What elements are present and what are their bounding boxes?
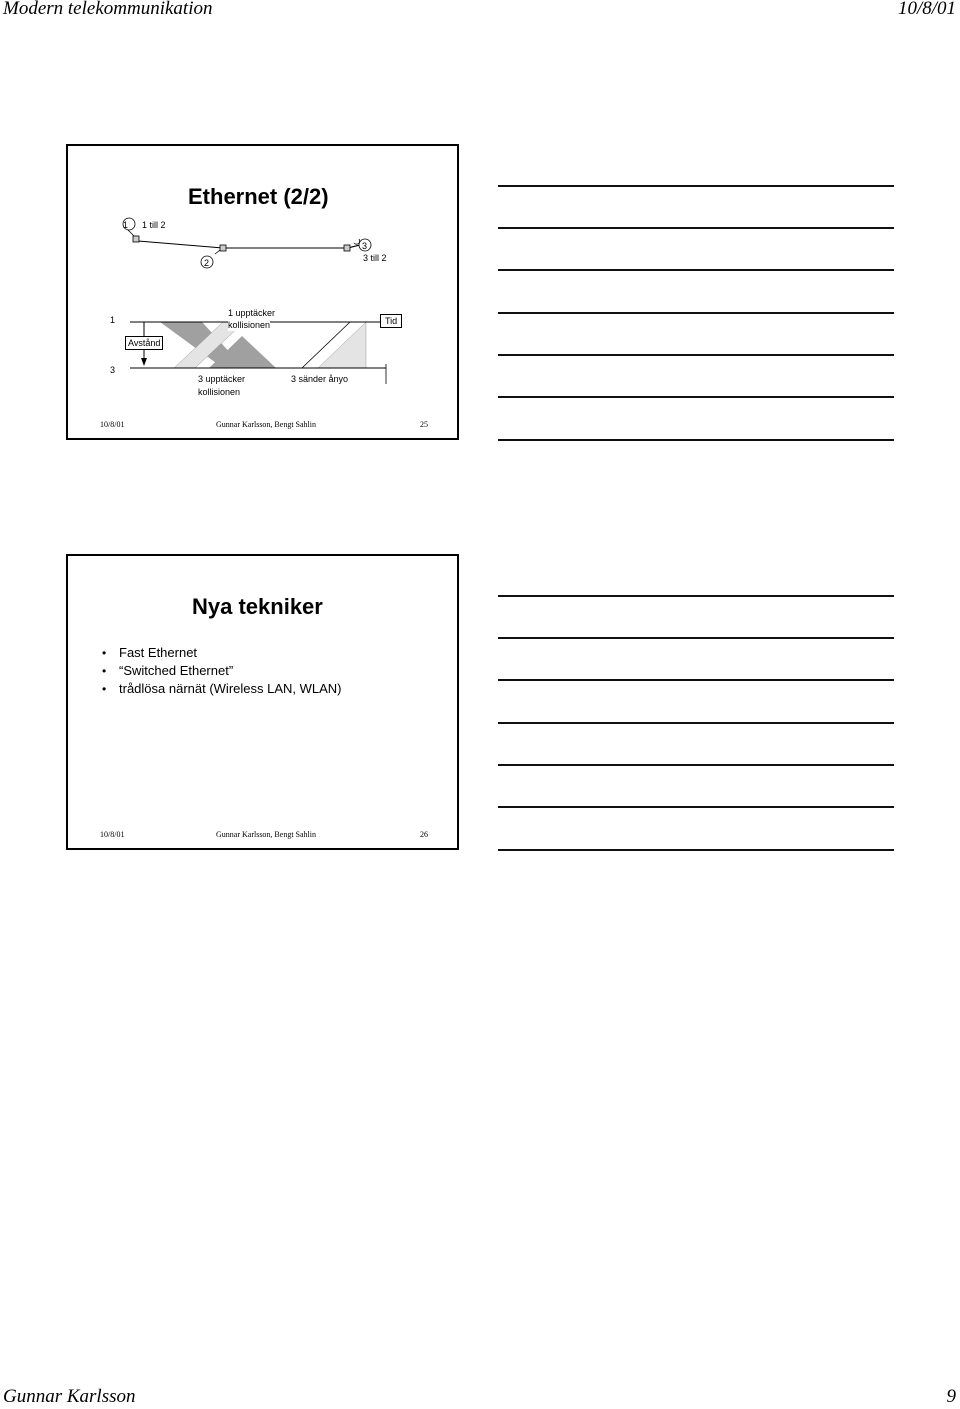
- note-line: [498, 269, 894, 271]
- bullet-list: [102, 644, 342, 698]
- note-line: [498, 595, 894, 597]
- slide-footer-authors: Gunnar Karlsson, Bengt Sahlin: [216, 420, 316, 429]
- note-line: [498, 637, 894, 639]
- station-1-label: 1 till 2: [142, 220, 166, 230]
- note-line: [498, 679, 894, 681]
- slide-title: Ethernet (2/2): [188, 184, 329, 209]
- note-line: [498, 354, 894, 356]
- time-label: Tid: [380, 314, 402, 328]
- slide-nya-tekniker: [66, 554, 459, 850]
- station-tap-icon: [344, 245, 350, 251]
- bullet-item: • Fast Ethernet: [102, 644, 342, 662]
- slide-title: Nya tekniker: [192, 594, 323, 619]
- station-link: [215, 250, 220, 254]
- station-tap-icon: [220, 245, 226, 251]
- slide-footer-date: 10/8/01: [100, 830, 125, 839]
- event-3-detect-line1: 3 upptäcker: [198, 374, 246, 384]
- transmit-arrow-icon: [354, 239, 360, 244]
- note-line: [498, 849, 894, 851]
- row-1-label: 1: [110, 315, 116, 325]
- slide-footer-number: 25: [420, 420, 428, 429]
- station-link: [128, 230, 134, 236]
- distance-arrow-icon: [141, 358, 147, 366]
- bullet-item: • “Switched Ethernet”: [102, 662, 342, 680]
- station-3-label: 3 till 2: [363, 253, 387, 263]
- page-header-date: 10/8/01: [897, 0, 956, 19]
- bus-segment: [138, 241, 223, 248]
- station-3-number: 3: [362, 241, 368, 251]
- slide-ethernet: [66, 144, 459, 440]
- note-line: [498, 312, 894, 314]
- note-line: [498, 439, 894, 441]
- note-line: [498, 185, 894, 187]
- note-line: [498, 227, 894, 229]
- retransmit-shape: [318, 322, 366, 368]
- station-2-number: 2: [204, 258, 210, 268]
- row-3-label: 3: [110, 365, 116, 375]
- page-number: 9: [946, 1386, 956, 1407]
- station-tap-icon: [133, 236, 139, 242]
- slide-footer-date: 10/8/01: [100, 420, 125, 429]
- note-line: [498, 764, 894, 766]
- event-1-detect-line2: kollisionen: [228, 320, 271, 330]
- page-footer-author: Gunnar Karlsson: [3, 1386, 136, 1407]
- page-header-title: Modern telekommunikation: [3, 0, 213, 19]
- bullet-item: • trådlösa närnät (Wireless LAN, WLAN): [102, 680, 342, 698]
- note-line: [498, 806, 894, 808]
- distance-label: Avstånd: [125, 336, 163, 350]
- note-line: [498, 722, 894, 724]
- station-1-number: 1: [123, 220, 129, 230]
- note-line: [498, 396, 894, 398]
- slide-footer-authors: Gunnar Karlsson, Bengt Sahlin: [216, 830, 316, 839]
- slide-footer-number: 26: [420, 830, 428, 839]
- event-resend: 3 sänder ånyo: [291, 374, 349, 384]
- event-1-detect-line1: 1 upptäcker: [228, 308, 276, 318]
- event-3-detect-line2: kollisionen: [198, 387, 241, 397]
